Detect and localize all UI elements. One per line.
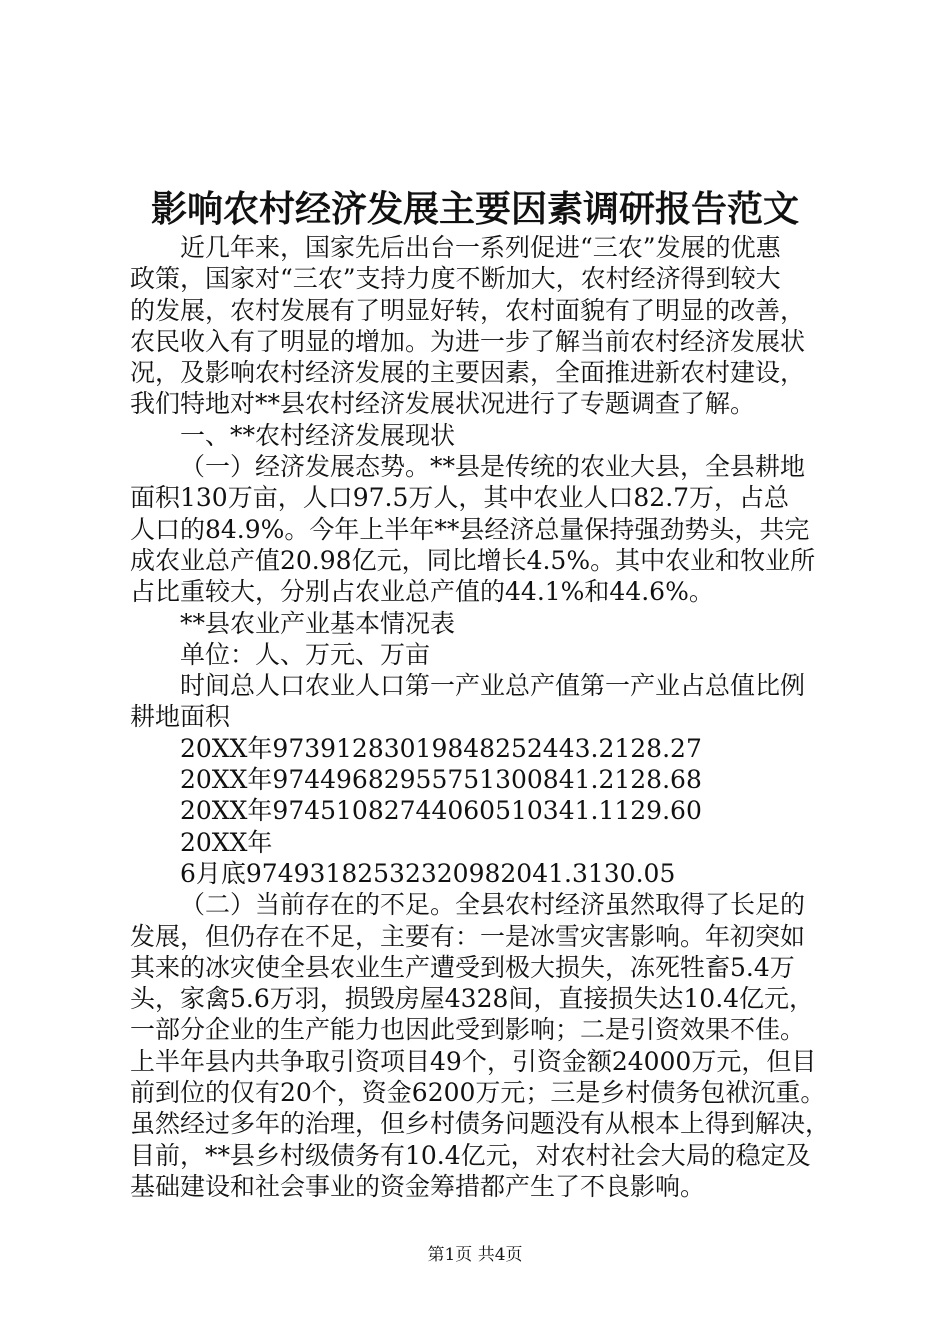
body-line: 单位：人、万元、万亩 [180,639,431,669]
body-line: 近几年来，国家先后出台一系列促进“三农”发展的优惠 [180,233,781,262]
body-line: 人口的84.9%。今年上半年**县经济总量保持强劲势头，共完 [130,514,810,544]
body-line: 面积130万亩，人口97.5万人，其中农业人口82.7万，占总 [130,483,790,513]
document-title: 影响农村经济发展主要因素调研报告范文 [150,188,799,230]
body-line: 目前，**县乡村级债务有10.4亿元，对农村社会大局的稳定及 [130,1140,811,1170]
body-line: 耕地面积 [130,702,231,732]
body-line: 20XX年97451082744060510341.1129.60 [180,796,702,826]
body-line: 基础建设和社会事业的资金筹措都产生了不良影响。 [130,1171,706,1201]
body-line: 的发展，农村发展有了明显好转，农村面貌有了明显的改善， [130,295,806,325]
body-line: 农民收入有了明显的增加。为进一步了解当前农村经济发展状 [130,326,806,356]
body-line: （一）经济发展态势。**县是传统的农业大县，全县耕地 [180,452,806,482]
body-line: 20XX年97449682955751300841.2128.68 [180,765,702,795]
body-line: 头，家禽5.6万羽，损毁房屋4328间，直接损失达10.4亿元， [130,984,815,1014]
body-line: 况，及影响农村经济发展的主要因素，全面推进新农村建设， [130,358,806,388]
body-line: 其来的冰灾使全县农业生产遭受到极大损失，冻死牲畜5.4万 [130,952,795,982]
body-line: 上半年县内共争取引资项目49个，引资金额24000万元，但目 [130,1046,817,1076]
body-line: （二）当前存在的不足。全县农村经济虽然取得了长足的 [180,890,806,920]
body-line: 6月底97493182532320982041.3130.05 [180,858,676,888]
body-line: 政策，国家对“三农”支持力度不断加大，农村经济得到较大 [130,264,781,294]
body-line: 20XX年 [180,827,273,857]
document-body [130,232,842,1202]
page-footer: 第1页 共4页 [427,1245,523,1265]
body-line: 我们特地对**县农村经济发展状况进行了专题调查了解。 [130,389,756,419]
body-line: 发展，但仍存在不足，主要有：一是冰雪灾害影响。年初突如 [130,921,806,951]
body-line: 前到位的仅有20个，资金6200万元；三是乡村债务包袱沉重。 [130,1078,826,1108]
body-line: 占比重较大，分别占农业总产值的44.1%和44.6%。 [130,577,714,607]
body-line: 虽然经过多年的治理，但乡村债务问题没有从根本上得到解决， [130,1109,831,1139]
body-line: 成农业总产值20.98亿元，同比增长4.5%。其中农业和牧业所 [130,545,816,575]
body-line: 一部分企业的生产能力也因此受到影响；二是引资效果不佳。 [130,1015,806,1045]
body-line: 20XX年97391283019848252443.2128.27 [180,733,702,763]
body-line: 一、**农村经济发展现状 [180,420,456,450]
body-line: **县农业产业基本情况表 [180,608,456,638]
body-line: 时间总人口农业人口第一产业总产值第一产业占总值比例 [180,671,806,701]
